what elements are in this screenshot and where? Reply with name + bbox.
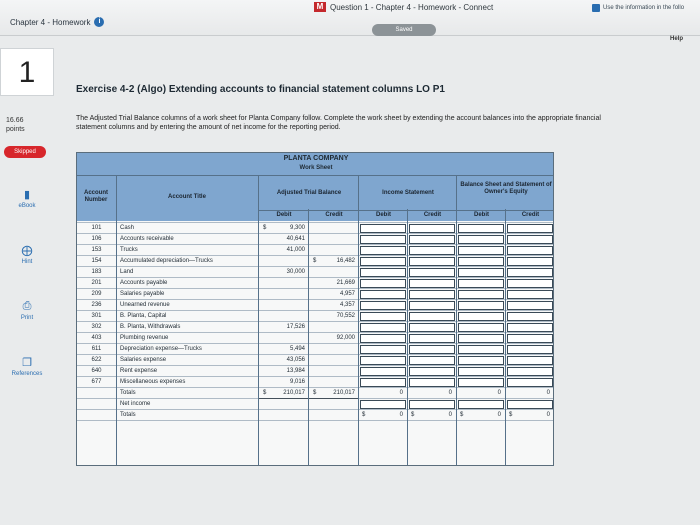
dollar-sign: $	[460, 412, 464, 418]
account-number: 611	[91, 346, 102, 352]
is-debit-input[interactable]	[360, 290, 406, 299]
bs-debit-input[interactable]	[458, 246, 504, 255]
row-divider	[77, 222, 554, 223]
account-number: 640	[91, 368, 102, 374]
row-divider	[77, 266, 554, 267]
account-title: Land	[120, 269, 134, 275]
final-totals-label: Totals	[120, 412, 136, 418]
help-button[interactable]: Help	[670, 36, 684, 42]
is-credit-input[interactable]	[409, 301, 455, 310]
adjusted-credit: 92,000	[336, 335, 355, 341]
is-credit-input[interactable]	[409, 323, 455, 332]
dollar-sign: $	[411, 412, 415, 418]
is-debit-header: Debit	[376, 212, 391, 218]
account-number: 403	[91, 335, 102, 341]
points-value: 16.66	[6, 117, 24, 124]
is-credit-input[interactable]	[409, 312, 455, 321]
row-divider	[77, 310, 554, 311]
bs-credit-net-income-input[interactable]	[507, 400, 553, 409]
bs-debit-input[interactable]	[458, 334, 504, 343]
is-credit-input[interactable]	[409, 235, 455, 244]
adjusted-credit: 21,669	[336, 280, 355, 286]
row-divider	[77, 299, 554, 300]
row-divider	[77, 387, 554, 388]
is-credit-input[interactable]	[409, 290, 455, 299]
adjusted-debit: 13,984	[286, 368, 305, 374]
is-debit-total: 0	[399, 390, 403, 396]
col-adjusted-trial-balance: Adjusted Trial Balance	[276, 190, 342, 196]
is-credit-input[interactable]	[409, 257, 455, 266]
is-credit-header: Credit	[423, 212, 442, 218]
adjusted-credit: 70,552	[336, 313, 355, 319]
is-credit-input[interactable]	[409, 356, 455, 365]
account-title: Accounts receivable	[120, 236, 174, 242]
bs-debit-final-total: 0	[497, 412, 501, 418]
account-number: 301	[91, 313, 102, 319]
col-balance-sheet: Balance Sheet and Statement of Owner's Equity	[460, 182, 552, 195]
account-title: Miscellaneous expenses	[120, 379, 186, 385]
bs-debit-input[interactable]	[458, 290, 504, 299]
account-title: B. Planta, Withdrawals	[120, 324, 181, 330]
account-number: 302	[91, 324, 102, 330]
is-debit-input[interactable]	[360, 235, 406, 244]
dollar-sign: $	[362, 412, 366, 418]
account-number: 201	[91, 280, 102, 286]
question-instructions: The Adjusted Trial Balance columns of a work sheet for Planta Company follow. Complete the work sheet by extending the account balances into the appropriate financial statement columns and by entering the amount of net income for the reporting period.	[76, 115, 601, 131]
bs-credit-input[interactable]	[507, 279, 553, 288]
question-number: 1	[0, 48, 54, 96]
bs-debit-input[interactable]	[458, 378, 504, 387]
adjusted-credit: 16,482	[336, 258, 355, 264]
info-notice-icon	[592, 4, 600, 12]
account-title: Depreciation expense—Trucks	[120, 346, 202, 352]
adj-credit-header: Credit	[325, 212, 343, 218]
bs-credit-input[interactable]	[507, 290, 553, 299]
row-divider	[77, 255, 554, 256]
is-credit-input[interactable]	[409, 345, 455, 354]
is-debit-input[interactable]	[360, 345, 406, 354]
is-debit-input[interactable]	[360, 246, 406, 255]
sidebar	[0, 184, 54, 408]
top-bar	[0, 0, 700, 36]
account-title: B. Planta, Capital	[120, 313, 167, 319]
info-notice	[592, 4, 684, 12]
connect-logo: M	[314, 2, 326, 12]
account-number: 153	[91, 247, 102, 253]
is-credit-input[interactable]	[409, 378, 455, 387]
sidebar-item-print[interactable]	[0, 300, 54, 352]
work-sheet-title-band	[77, 153, 554, 175]
bs-credit-input[interactable]	[507, 268, 553, 277]
is-debit-net-income-input[interactable]	[360, 400, 406, 409]
skipped-badge: Skipped	[4, 146, 46, 158]
bs-debit-header: Debit	[474, 212, 489, 218]
dollar-sign: $	[313, 390, 317, 396]
is-debit-input[interactable]	[360, 312, 406, 321]
print-icon: ⎙	[22, 300, 32, 312]
account-number: 154	[91, 258, 102, 264]
info-notice-text: Use the information in the follo	[603, 5, 685, 11]
bs-credit-header: Credit	[521, 212, 540, 218]
references-icon: ❐	[22, 357, 32, 369]
points	[6, 116, 25, 134]
col-account-title: Account Title	[168, 194, 206, 200]
row-divider	[77, 365, 554, 366]
adjusted-debit: 17,526	[286, 324, 305, 330]
points-label: points	[6, 126, 25, 133]
bs-credit-input[interactable]	[507, 235, 553, 244]
bs-debit-input[interactable]	[458, 235, 504, 244]
is-debit-input[interactable]	[360, 279, 406, 288]
bs-credit-total: 0	[546, 390, 550, 396]
bs-debit-input[interactable]	[458, 323, 504, 332]
row-divider	[77, 332, 554, 333]
sheet-name: Work Sheet	[299, 165, 333, 171]
bs-credit-input[interactable]	[507, 323, 553, 332]
row-divider	[77, 343, 554, 344]
work-sheet-column-headers	[77, 175, 554, 221]
row-divider	[77, 321, 554, 322]
row-divider	[77, 244, 554, 245]
is-debit-input[interactable]	[360, 356, 406, 365]
adjusted-debit: 9,016	[289, 379, 305, 385]
account-title: Accumulated depreciation—Trucks	[120, 258, 213, 264]
is-credit-final-total: 0	[448, 412, 452, 418]
account-number: 236	[91, 302, 102, 308]
account-title: Unearned revenue	[120, 302, 170, 308]
net-income-label: Net income	[120, 401, 151, 407]
bs-credit-input[interactable]	[507, 367, 553, 376]
is-credit-input[interactable]	[409, 268, 455, 277]
is-debit-input[interactable]	[360, 367, 406, 376]
adjusted-debit: 5,494	[289, 346, 305, 352]
bs-credit-input[interactable]	[507, 312, 553, 321]
adjusted-debit-total: 210,017	[259, 388, 308, 399]
chapter-title-text: Chapter 4 - Homework	[10, 17, 91, 27]
work-sheet	[76, 152, 554, 466]
is-credit-input[interactable]	[409, 279, 455, 288]
adj-debit-header: Debit	[276, 212, 292, 218]
row-divider	[77, 233, 554, 234]
bs-debit-total: 0	[497, 390, 501, 396]
is-debit-input[interactable]	[360, 301, 406, 310]
adjusted-debit: 9,300	[289, 225, 305, 231]
row-divider	[77, 376, 554, 377]
is-debit-final-total: 0	[399, 412, 403, 418]
info-icon[interactable]: i	[94, 17, 104, 27]
sidebar-item-label: Print	[20, 315, 34, 321]
question-title: Exercise 4-2 (Algo) Extending accounts to financial statement columns LO P1	[76, 84, 445, 95]
chapter-title[interactable]	[10, 17, 104, 27]
is-debit-input[interactable]	[360, 268, 406, 277]
is-debit-input[interactable]	[360, 323, 406, 332]
adjusted-debit: 40,641	[286, 236, 305, 242]
adjusted-credit: 4,957	[339, 291, 355, 297]
is-credit-input[interactable]	[409, 367, 455, 376]
account-number: 183	[91, 269, 102, 275]
dollar-sign: $	[313, 258, 317, 264]
bs-credit-input[interactable]	[507, 257, 553, 266]
bs-debit-input[interactable]	[458, 356, 504, 365]
account-title: Accounts payable	[120, 280, 168, 286]
adjusted-debit: 43,056	[286, 357, 305, 363]
bs-debit-input[interactable]	[458, 312, 504, 321]
bs-credit-input[interactable]	[507, 301, 553, 310]
totals-label: Totals	[120, 390, 136, 396]
account-title: Plumbing revenue	[120, 335, 169, 341]
is-debit-input[interactable]	[360, 378, 406, 387]
bs-debit-input[interactable]	[458, 279, 504, 288]
account-title: Rent expense	[120, 368, 158, 374]
dollar-sign: $	[509, 412, 513, 418]
bs-credit-input[interactable]	[507, 224, 553, 233]
account-title: Salaries payable	[120, 291, 165, 297]
is-credit-total: 0	[448, 390, 452, 396]
is-credit-input[interactable]	[409, 246, 455, 255]
sidebar-item-ebook[interactable]	[0, 188, 54, 240]
sidebar-item-label: References	[11, 371, 43, 377]
book-icon: ▮	[23, 189, 31, 201]
is-debit-input[interactable]	[360, 257, 406, 266]
bs-credit-input[interactable]	[507, 345, 553, 354]
sidebar-item-hint[interactable]	[0, 244, 54, 296]
dollar-sign: $	[263, 225, 267, 231]
row-divider	[77, 409, 554, 410]
hint-icon: ⨁	[21, 245, 33, 257]
account-number: 209	[91, 291, 102, 297]
is-debit-input[interactable]	[360, 224, 406, 233]
sidebar-item-references[interactable]	[0, 356, 54, 408]
bs-credit-input[interactable]	[507, 378, 553, 387]
account-number: 106	[91, 236, 102, 242]
col-income-statement: Income Statement	[382, 190, 434, 196]
bs-debit-input[interactable]	[458, 301, 504, 310]
bs-debit-input[interactable]	[458, 257, 504, 266]
row-divider	[77, 420, 554, 421]
bs-debit-input[interactable]	[458, 345, 504, 354]
is-credit-net-income-input[interactable]	[409, 400, 455, 409]
account-title: Salaries expense	[120, 357, 167, 363]
bs-credit-input[interactable]	[507, 246, 553, 255]
sidebar-item-label: Hint	[21, 259, 33, 265]
account-title: Cash	[120, 225, 135, 231]
window-title	[314, 2, 493, 12]
row-divider	[77, 354, 554, 355]
sidebar-item-label: eBook	[18, 203, 36, 209]
row-divider	[77, 277, 554, 278]
bs-debit-input[interactable]	[458, 268, 504, 277]
col-account-number: Account Number	[84, 190, 108, 203]
saved-status: Saved	[372, 24, 436, 36]
is-credit-input[interactable]	[409, 224, 455, 233]
adjusted-credit-total: 210,017	[309, 388, 358, 399]
adjusted-debit: 41,000	[286, 247, 305, 253]
bs-debit-net-income-input[interactable]	[458, 400, 504, 409]
account-number: 622	[91, 357, 102, 363]
account-title: Trucks	[120, 247, 138, 253]
account-number: 101	[91, 225, 102, 231]
row-divider	[77, 288, 554, 289]
row-divider	[77, 398, 554, 399]
bs-credit-input[interactable]	[507, 334, 553, 343]
adjusted-debit: 30,000	[286, 269, 305, 275]
account-number: 677	[91, 379, 102, 385]
bs-debit-input[interactable]	[458, 224, 504, 233]
is-debit-input[interactable]	[360, 334, 406, 343]
dollar-sign: $	[263, 390, 267, 396]
bs-debit-input[interactable]	[458, 367, 504, 376]
is-credit-input[interactable]	[409, 334, 455, 343]
window-title-text: Question 1 - Chapter 4 - Homework - Connect	[330, 2, 494, 12]
bs-credit-final-total: 0	[546, 412, 550, 418]
adjusted-credit: 4,357	[339, 302, 355, 308]
bs-credit-input[interactable]	[507, 356, 553, 365]
company-name: PLANTA COMPANY	[283, 155, 349, 162]
